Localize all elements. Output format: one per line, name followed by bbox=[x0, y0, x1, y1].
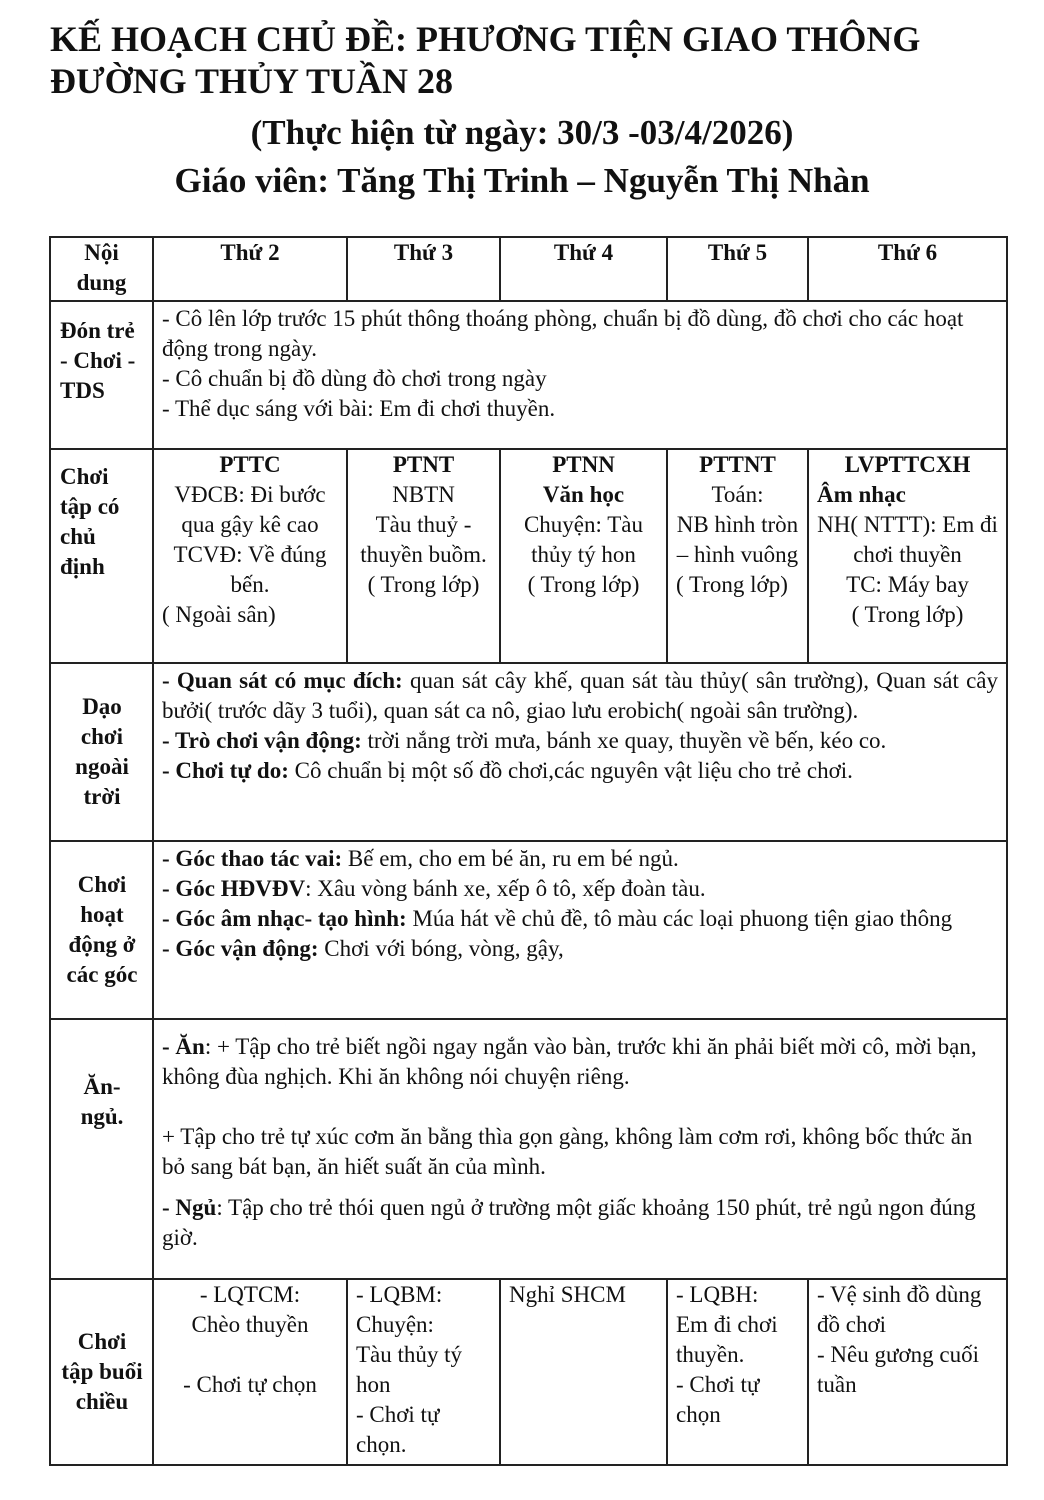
plan-table bbox=[49, 236, 1008, 1466]
row-label-choi-goc: Chơi hoạt động ở các góc bbox=[50, 841, 153, 1019]
chieu-thu-4 bbox=[500, 1279, 667, 1465]
activity-line: ( Ngoài sân) bbox=[162, 602, 276, 627]
chieu-line: - Chơi tự chọn bbox=[676, 1372, 760, 1427]
chieu-line: Em đi chơi thuyền. bbox=[676, 1312, 778, 1367]
ngu-paragraph bbox=[162, 1193, 998, 1253]
item-text: Bế em, cho em bé ăn, ru em bé ngủ. bbox=[342, 846, 679, 871]
subject: PTNN bbox=[552, 452, 615, 477]
row-label-dao-choi: Dạo chơi ngoài trời bbox=[50, 663, 153, 841]
subject: PTNT bbox=[392, 452, 455, 477]
row-label-don-tre: Đón trẻ - Chơi - TDS bbox=[50, 301, 153, 449]
chieu-thu-5 bbox=[667, 1279, 808, 1465]
choi-tap-thu-6 bbox=[808, 449, 1007, 663]
row-choi-goc bbox=[50, 841, 1007, 1019]
row-label-an-ngu: Ăn- ngủ. bbox=[50, 1019, 153, 1279]
item-lead: - Góc âm nhạc- tạo hình: bbox=[162, 906, 407, 931]
header-noi-dung: Nội dung bbox=[50, 237, 153, 301]
ngu-lead: - Ngủ bbox=[162, 1195, 217, 1220]
date-range: (Thực hiện từ ngày: 30/3 -03/4/2026) bbox=[250, 113, 794, 152]
chieu-line: - Chơi tự chọn. bbox=[356, 1402, 440, 1457]
row-don-tre bbox=[50, 301, 1007, 449]
don-tre-line: - Cô chuẩn bị đồ dùng đò chơi trong ngày bbox=[162, 366, 547, 391]
activity-line: ( Trong lớp) bbox=[527, 572, 640, 597]
dao-choi-content bbox=[153, 663, 1007, 841]
row-dao-choi bbox=[50, 663, 1007, 841]
item-text: : Xâu vòng bánh xe, xếp ô tô, xếp đoàn tàu. bbox=[305, 876, 706, 901]
item-lead: - Trò chơi vận động: bbox=[162, 728, 362, 753]
activity-line: Toán: bbox=[711, 482, 764, 507]
item-text: Cô chuẩn bị một số đồ chơi,các nguyên vật liệu cho trẻ chơi. bbox=[288, 758, 853, 783]
goc-item bbox=[162, 844, 998, 874]
choi-tap-thu-4 bbox=[500, 449, 667, 663]
choi-tap-thu-2 bbox=[153, 449, 347, 663]
activity-line: NBTN bbox=[392, 482, 455, 507]
row-an-ngu bbox=[50, 1019, 1007, 1279]
item-lead: - Quan sát có mục đích: bbox=[162, 668, 403, 693]
subject: PTTNT bbox=[699, 452, 776, 477]
activity-line: Âm nhạc bbox=[817, 482, 906, 507]
row-choi-tap bbox=[50, 449, 1007, 663]
chieu-thu-3 bbox=[347, 1279, 500, 1465]
activity-line: TCVĐ: Về đúng bến. bbox=[173, 542, 327, 597]
row-label-choi-tap: Chơi tập có chủ định bbox=[50, 449, 153, 663]
item-lead: - Góc HĐVĐV bbox=[162, 876, 306, 901]
activity-line: Tàu thuỷ - thuyền buồm. bbox=[360, 512, 487, 567]
title-line-1: KẾ HOẠCH CHỦ ĐỀ: PHƯƠNG TIỆN GIAO THÔNG bbox=[50, 19, 921, 59]
don-tre-content bbox=[153, 301, 1007, 449]
title-line-2: ĐƯỜNG THỦY TUẦN 28 bbox=[50, 61, 454, 101]
chieu-line: Chuyện: bbox=[356, 1312, 434, 1337]
item-text: Chơi với bóng, vòng, gậy, bbox=[318, 936, 564, 961]
don-tre-line: - Thể dục sáng với bài: Em đi chơi thuyền. bbox=[162, 396, 556, 421]
choi-tap-thu-5 bbox=[667, 449, 808, 663]
activity-line: ( Trong lớp) bbox=[851, 602, 964, 627]
item-lead: - Chơi tự do: bbox=[162, 758, 289, 783]
header-thu-3: Thứ 3 bbox=[347, 237, 500, 301]
chieu-line: - LQBH: bbox=[676, 1282, 759, 1307]
subject: LVPTTCXH bbox=[844, 452, 971, 477]
header-thu-5: Thứ 5 bbox=[667, 237, 808, 301]
chieu-thu-2 bbox=[153, 1279, 347, 1465]
row-chieu bbox=[50, 1279, 1007, 1465]
chieu-thu-6 bbox=[808, 1279, 1007, 1465]
item-lead: - Góc thao tác vai: bbox=[162, 846, 343, 871]
dao-choi-item bbox=[162, 726, 998, 756]
spacer bbox=[162, 1092, 998, 1122]
an-paragraph bbox=[162, 1032, 998, 1092]
teachers: Giáo viên: Tăng Thị Trinh – Nguyễn Thị Nhàn bbox=[174, 161, 870, 200]
choi-goc-content bbox=[153, 841, 1007, 1019]
dao-choi-item bbox=[162, 666, 998, 726]
activity-line: ( Trong lớp) bbox=[367, 572, 480, 597]
subject: PTTC bbox=[219, 452, 281, 477]
goc-item bbox=[162, 934, 998, 964]
page-title bbox=[50, 18, 1020, 102]
activity-line: TC: Máy bay bbox=[846, 572, 969, 597]
an-text: : + Tập cho trẻ biết ngồi ngay ngắn vào bàn, trước khi ăn phải biết mời cô, mời bạn, không đùa nghịch. Khi ăn không nói chuyện riêng. bbox=[162, 1034, 977, 1089]
spacer bbox=[162, 1340, 338, 1370]
activity-line: NB hình tròn – hình vuông bbox=[676, 512, 799, 567]
chieu-line: Nghỉ SHCM bbox=[509, 1282, 626, 1307]
activity-line: VĐCB: Đi bước qua gậy kê cao bbox=[174, 482, 326, 537]
chieu-line: - Nêu gương cuối tuần bbox=[817, 1342, 979, 1397]
header-thu-2: Thứ 2 bbox=[153, 237, 347, 301]
an-paragraph-2: + Tập cho trẻ tự xúc cơm ăn bằng thìa gọn gàng, không làm cơm rơi, không bốc thức ăn bỏ sang bát bạn, ăn hiết suất ăn của mình. bbox=[162, 1124, 973, 1179]
an-lead: - Ăn bbox=[162, 1034, 205, 1059]
item-text: quan sát cây khế, quan sát tàu thủy( sân trường), Quan sát cây bưởi( trước dãy 3 tuổi), quan sát ca nô, giao lưu erobich( ngoài sân trường). bbox=[162, 668, 999, 723]
an-ngu-content bbox=[153, 1019, 1007, 1279]
ngu-text: : Tập cho trẻ thói quen ngủ ở trường một giấc khoảng 150 phút, trẻ ngủ ngon đúng giờ. bbox=[162, 1195, 976, 1250]
don-tre-line: - Cô lên lớp trước 15 phút thông thoáng phòng, chuẩn bị đồ dùng, đồ chơi cho các hoạt động trong ngày. bbox=[162, 306, 964, 361]
chieu-line: - LQBM: bbox=[356, 1282, 443, 1307]
item-text: Múa hát về chủ đề, tô màu các loại phuong tiện giao thông bbox=[406, 906, 953, 931]
header-thu-4: Thứ 4 bbox=[500, 237, 667, 301]
chieu-line: Tàu thủy tý hon bbox=[356, 1342, 463, 1397]
goc-item bbox=[162, 904, 998, 934]
goc-item bbox=[162, 874, 998, 904]
item-text: trời nắng trời mưa, bánh xe quay, thuyền về bến, kéo co. bbox=[361, 728, 887, 753]
row-label-chieu: Chơi tập buổi chiều bbox=[50, 1279, 153, 1465]
header-thu-6: Thứ 6 bbox=[808, 237, 1007, 301]
header-row bbox=[50, 237, 1007, 301]
activity-line: Chuyện: Tàu thủy tý hon bbox=[523, 512, 644, 567]
item-lead: - Góc vận động: bbox=[162, 936, 319, 961]
chieu-line: - LQTCM: bbox=[199, 1282, 301, 1307]
chieu-line: - Chơi tự chọn bbox=[183, 1372, 317, 1397]
dao-choi-item bbox=[162, 756, 998, 786]
activity-line: Văn học bbox=[542, 482, 625, 507]
choi-tap-thu-3 bbox=[347, 449, 500, 663]
activity-line: ( Trong lớp) bbox=[676, 572, 788, 597]
activity-line: NH( NTTT): Em đi chơi thuyền bbox=[817, 512, 998, 567]
chieu-line: Chèo thuyền bbox=[191, 1312, 309, 1337]
chieu-line: - Vệ sinh đồ dùng đồ chơi bbox=[817, 1282, 982, 1337]
